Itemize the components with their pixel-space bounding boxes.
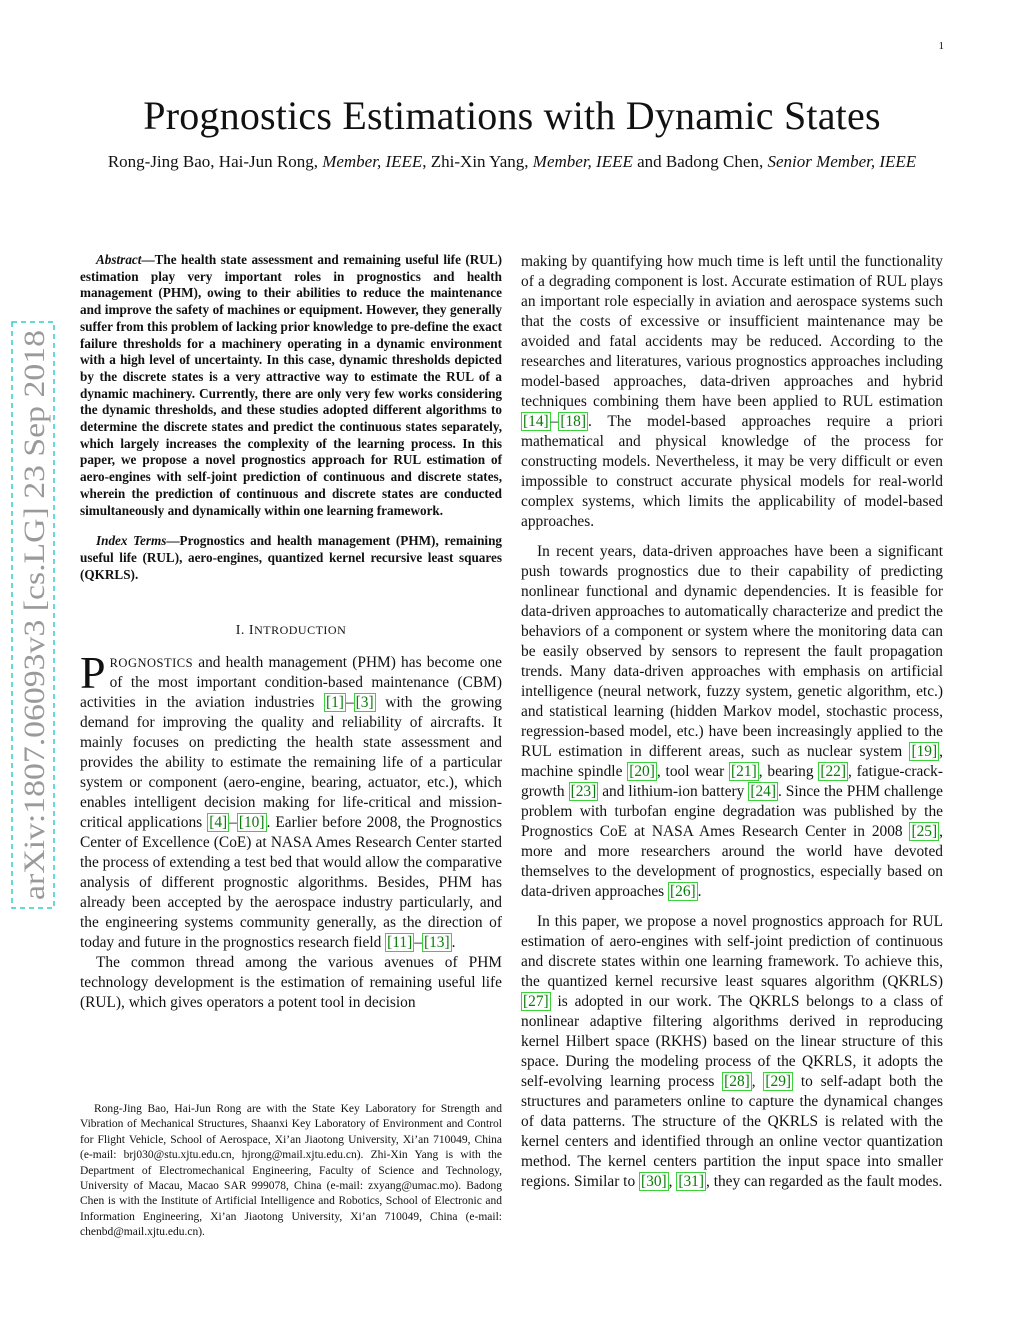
citation-link[interactable]: [26] — [670, 883, 696, 900]
citation-link[interactable]: [25] — [911, 823, 938, 840]
arxiv-stamp-text: arXiv:1807.06093v3 [cs.LG] 23 Sep 2018 — [18, 393, 51, 900]
citation-link[interactable]: [27] — [523, 993, 549, 1010]
citation-link[interactable]: [29] — [765, 1073, 792, 1090]
text-span: , bearing — [758, 763, 819, 780]
author-names-1: Rong-Jing Bao, Hai-Jun Rong, — [107, 152, 318, 171]
text-span: . — [697, 883, 702, 900]
author-list — [100, 150, 924, 173]
author-names-3: and Badong Chen, — [637, 152, 764, 171]
citation-link[interactable]: [30] — [641, 1173, 667, 1190]
text-span: , tool wear — [656, 763, 730, 780]
abstract-text: —The health state assessment and remaining useful life (RUL) estimation play very important roles in prognostics and health management (PHM), owing to their abilities to reduce the maintenance and improve the safety of machines or equipment. However, they generally suffer from this problem of lacking prior knowledge to pre-define the exact failure thresholds for a machinery operating in a dynamic environment with a high level of uncertainty. In this case, dynamic thresholds depicted by the discrete states is a very attractive way to estimate the RUL of a dynamic machinery. Currently, there are only very few works considering the dynamic thresholds, and these studies adopted different algorithms to determine the discrete states and predict the continuous states separately, which largely increases the complexity of the learning process. In this paper, we propose a novel prognostics approach for RUL estimation of aero-engines with self-joint prediction of continuous and discrete states, wherein the prediction of continuous and discrete states are conducted simultaneously and dynamically within one learning framework. — [80, 252, 502, 518]
text-span: , machine spindle — [521, 743, 943, 780]
range-dash: – — [550, 413, 559, 430]
author-names-2: , Zhi-Xin Yang, — [422, 152, 529, 171]
citation-link[interactable]: [14] — [523, 413, 549, 430]
range-dash: – — [414, 934, 422, 952]
text-span: . The model-based approaches require a priori mathematical and physical knowledge of the process for constructing models. Nevertheless, it may be very difficult or even impossible to construct accurate physical models for real-world complex systems, which limits the applicability of model-based approaches. — [521, 413, 943, 530]
author-membership-1: Member, IEEE — [322, 152, 423, 171]
intro-text-a: and health management (PHM) has become one of the most important condition-based maintenance (CBM) activities in the aviation industries — [80, 654, 502, 712]
text-span: , they can regarded as the fault modes. — [706, 1173, 943, 1190]
range-dash: – — [345, 694, 354, 712]
text-span: to self-adapt both the structures and parameters online to capture the dynamical changes of data patterns. The structure of the QKRLS is related with the kernel centers and identified through an online vector quantization method. The kernel centers partition the input space into smaller regions. Similar to — [521, 1073, 943, 1190]
section-title-rest: NTRODUCTION — [254, 623, 347, 638]
citation-link[interactable]: [11] — [387, 934, 413, 952]
arxiv-stamp — [8, 320, 58, 910]
citation-link[interactable]: [19] — [911, 743, 938, 760]
citation-link[interactable]: [3] — [355, 694, 374, 712]
citation-link[interactable]: [20] — [629, 763, 655, 780]
intro-paragraph-1 — [80, 647, 502, 953]
index-terms-label: Index Terms — [96, 533, 167, 549]
section-numeral: I. — [235, 623, 249, 639]
page-number: 1 — [938, 40, 944, 52]
drop-cap: P — [80, 647, 106, 699]
intro-text-b: with the growing demand for improving the quality and reliability of aircrafts. It mainly focuses on predicting the health state assessment and provides the ability to estimate the remaining life of a particular system or component (aero-engine, bearing, actuator, etc.), which enables intelligent decision making for life-critical and mission-critical applications — [80, 694, 502, 832]
citation-link[interactable]: [23] — [570, 783, 597, 800]
intro-paragraph-2: The common thread among the various avenues of PHM technology development is the estimation of remaining useful life (RUL), which gives operators a potent tool in decision — [80, 954, 502, 1012]
abstract-label: Abstract — [96, 252, 142, 267]
author-membership-3: Senior Member, IEEE — [767, 152, 917, 171]
text-span: is adopted in our work. The QKRLS belongs to a class of nonlinear adaptive filtering algorithms derived in reproducing kernel Hilbert space (RKHS) based on the linear structure of this space. During the modeling process of the QKRLS, it adopts the self-evolving learning process — [521, 993, 943, 1090]
text-span: , — [668, 1173, 677, 1190]
text-span: , more and more researchers around the world have devoted themselves to the development of prognostics, especially based on data-driven approaches — [521, 823, 943, 900]
left-column — [80, 252, 502, 1013]
citation-link[interactable]: [4] — [209, 814, 228, 832]
citation-link[interactable]: [31] — [678, 1173, 705, 1190]
index-terms — [80, 533, 502, 583]
section-title-first: I — [248, 623, 255, 639]
section-heading-introduction — [80, 623, 502, 639]
abstract — [80, 252, 502, 519]
text-span: , fatigue-crack-growth — [521, 763, 943, 800]
right-paragraph-1 — [521, 252, 943, 532]
text-span: making by quantifying how much time is left until the functionality of a degrading component is lost. Accurate estimation of RUL plays an important role especially in aviation and aerospace systems such that the costs of excessive or insufficient maintenance may be avoided and fatal accidents may be reduced. According to the researches and literatures, various prognostics approaches including model-based approaches, data-driven approaches and hybrid techniques combining them have been applied to RUL estimation — [521, 253, 943, 410]
citation-link[interactable]: [24] — [750, 783, 776, 800]
right-paragraph-3 — [521, 912, 943, 1192]
citation-link[interactable]: [13] — [423, 934, 450, 952]
author-affiliation-footnote: Rong-Jing Bao, Hai-Jun Rong are with the State Key Laboratory for Strength and Vibration of Mechanical Structures, Shaanxi Key Laboratory of Environment and Control for Flight Vehicle, School of Aerospace, Xi’an Jiaotong University, Xi’an 710049, China (e-mail: brj030@stu.xjtu.edu.cn, hjrong@mail.xjtu.edu.cn). Zhi-Xin Yang is with the Department of Electromechanical Engineering, Faculty of Science and Technology, University of Macau, Macao SAR 999078, China (e-mail: zxyang@umac.mo). Badong Chen is with the Institute of Artificial Intelligence and Robotics, School of Electronic and Information Engineering, Xi’an Jiaotong University, Xi’an 710049, China (e-mail: chenbd@mail.xjtu.edu.cn). — [80, 1103, 502, 1239]
intro-text-d: . — [451, 934, 456, 952]
intro-smallcaps: ROGNOSTICS — [109, 656, 194, 671]
text-span: and lithium-ion battery — [598, 783, 749, 800]
right-column — [521, 252, 943, 1202]
range-dash: – — [229, 814, 237, 832]
citation-link[interactable]: [10] — [238, 814, 265, 832]
index-terms-text: —Prognostics and health management (PHM), remaining useful life (RUL), aero-engines, quantized kernel recursive least squares (QKRLS). — [80, 533, 502, 582]
citation-link[interactable]: [21] — [731, 763, 757, 780]
citation-link[interactable]: [1] — [325, 694, 344, 712]
author-membership-2: Member, IEEE — [532, 152, 633, 171]
citation-link[interactable]: [18] — [560, 413, 587, 430]
text-span: , — [751, 1073, 764, 1090]
citation-link[interactable]: [22] — [820, 763, 846, 780]
intro-text-c: . Earlier before 2008, the Prognostics Center of Excellence (CoE) at NASA Ames Research Center started the process of extending a test bed that would allow the comparative analysis of different prognostic algorithms. Besides, PHM has already been accepted by the aerospace industry particularly, and the engineering systems community generally, as the direction of today and future in the prognostics research field — [80, 814, 502, 952]
text-span: . Since the PHM challenge problem with turbofan engine degradation was published by the Prognostics CoE at NASA Ames Research Center in 2008 — [521, 783, 943, 840]
text-span: In this paper, we propose a novel prognostics approach for RUL estimation of aero-engines with self-joint prediction of continuous and discrete states within one learning framework. To achieve this, the quantized kernel recursive least squares algorithm (QKRLS) — [521, 913, 943, 990]
paper-title: Prognostics Estimations with Dynamic States — [143, 93, 881, 138]
citation-link[interactable]: [28] — [724, 1073, 750, 1090]
text-span: In recent years, data-driven approaches have been a significant push towards prognostics due to their capability of predicting nonlinear functional and dynamic dependencies. It is feasible for data-driven approaches to automatically characterize and predict the behaviors of a component or system where the monitoring data can be easily observed by sensors to represent the fault propagation trends. Many data-driven approaches with emphasis on artificial intelligence (neural network, fuzzy system, genetic algorithm, etc.) and statistical learning (hidden Markov model, stochastic process, regression-based model, etc.) have been increasingly applied to the RUL estimation in different areas, such as nuclear system — [521, 543, 943, 760]
right-paragraph-2 — [521, 542, 943, 902]
